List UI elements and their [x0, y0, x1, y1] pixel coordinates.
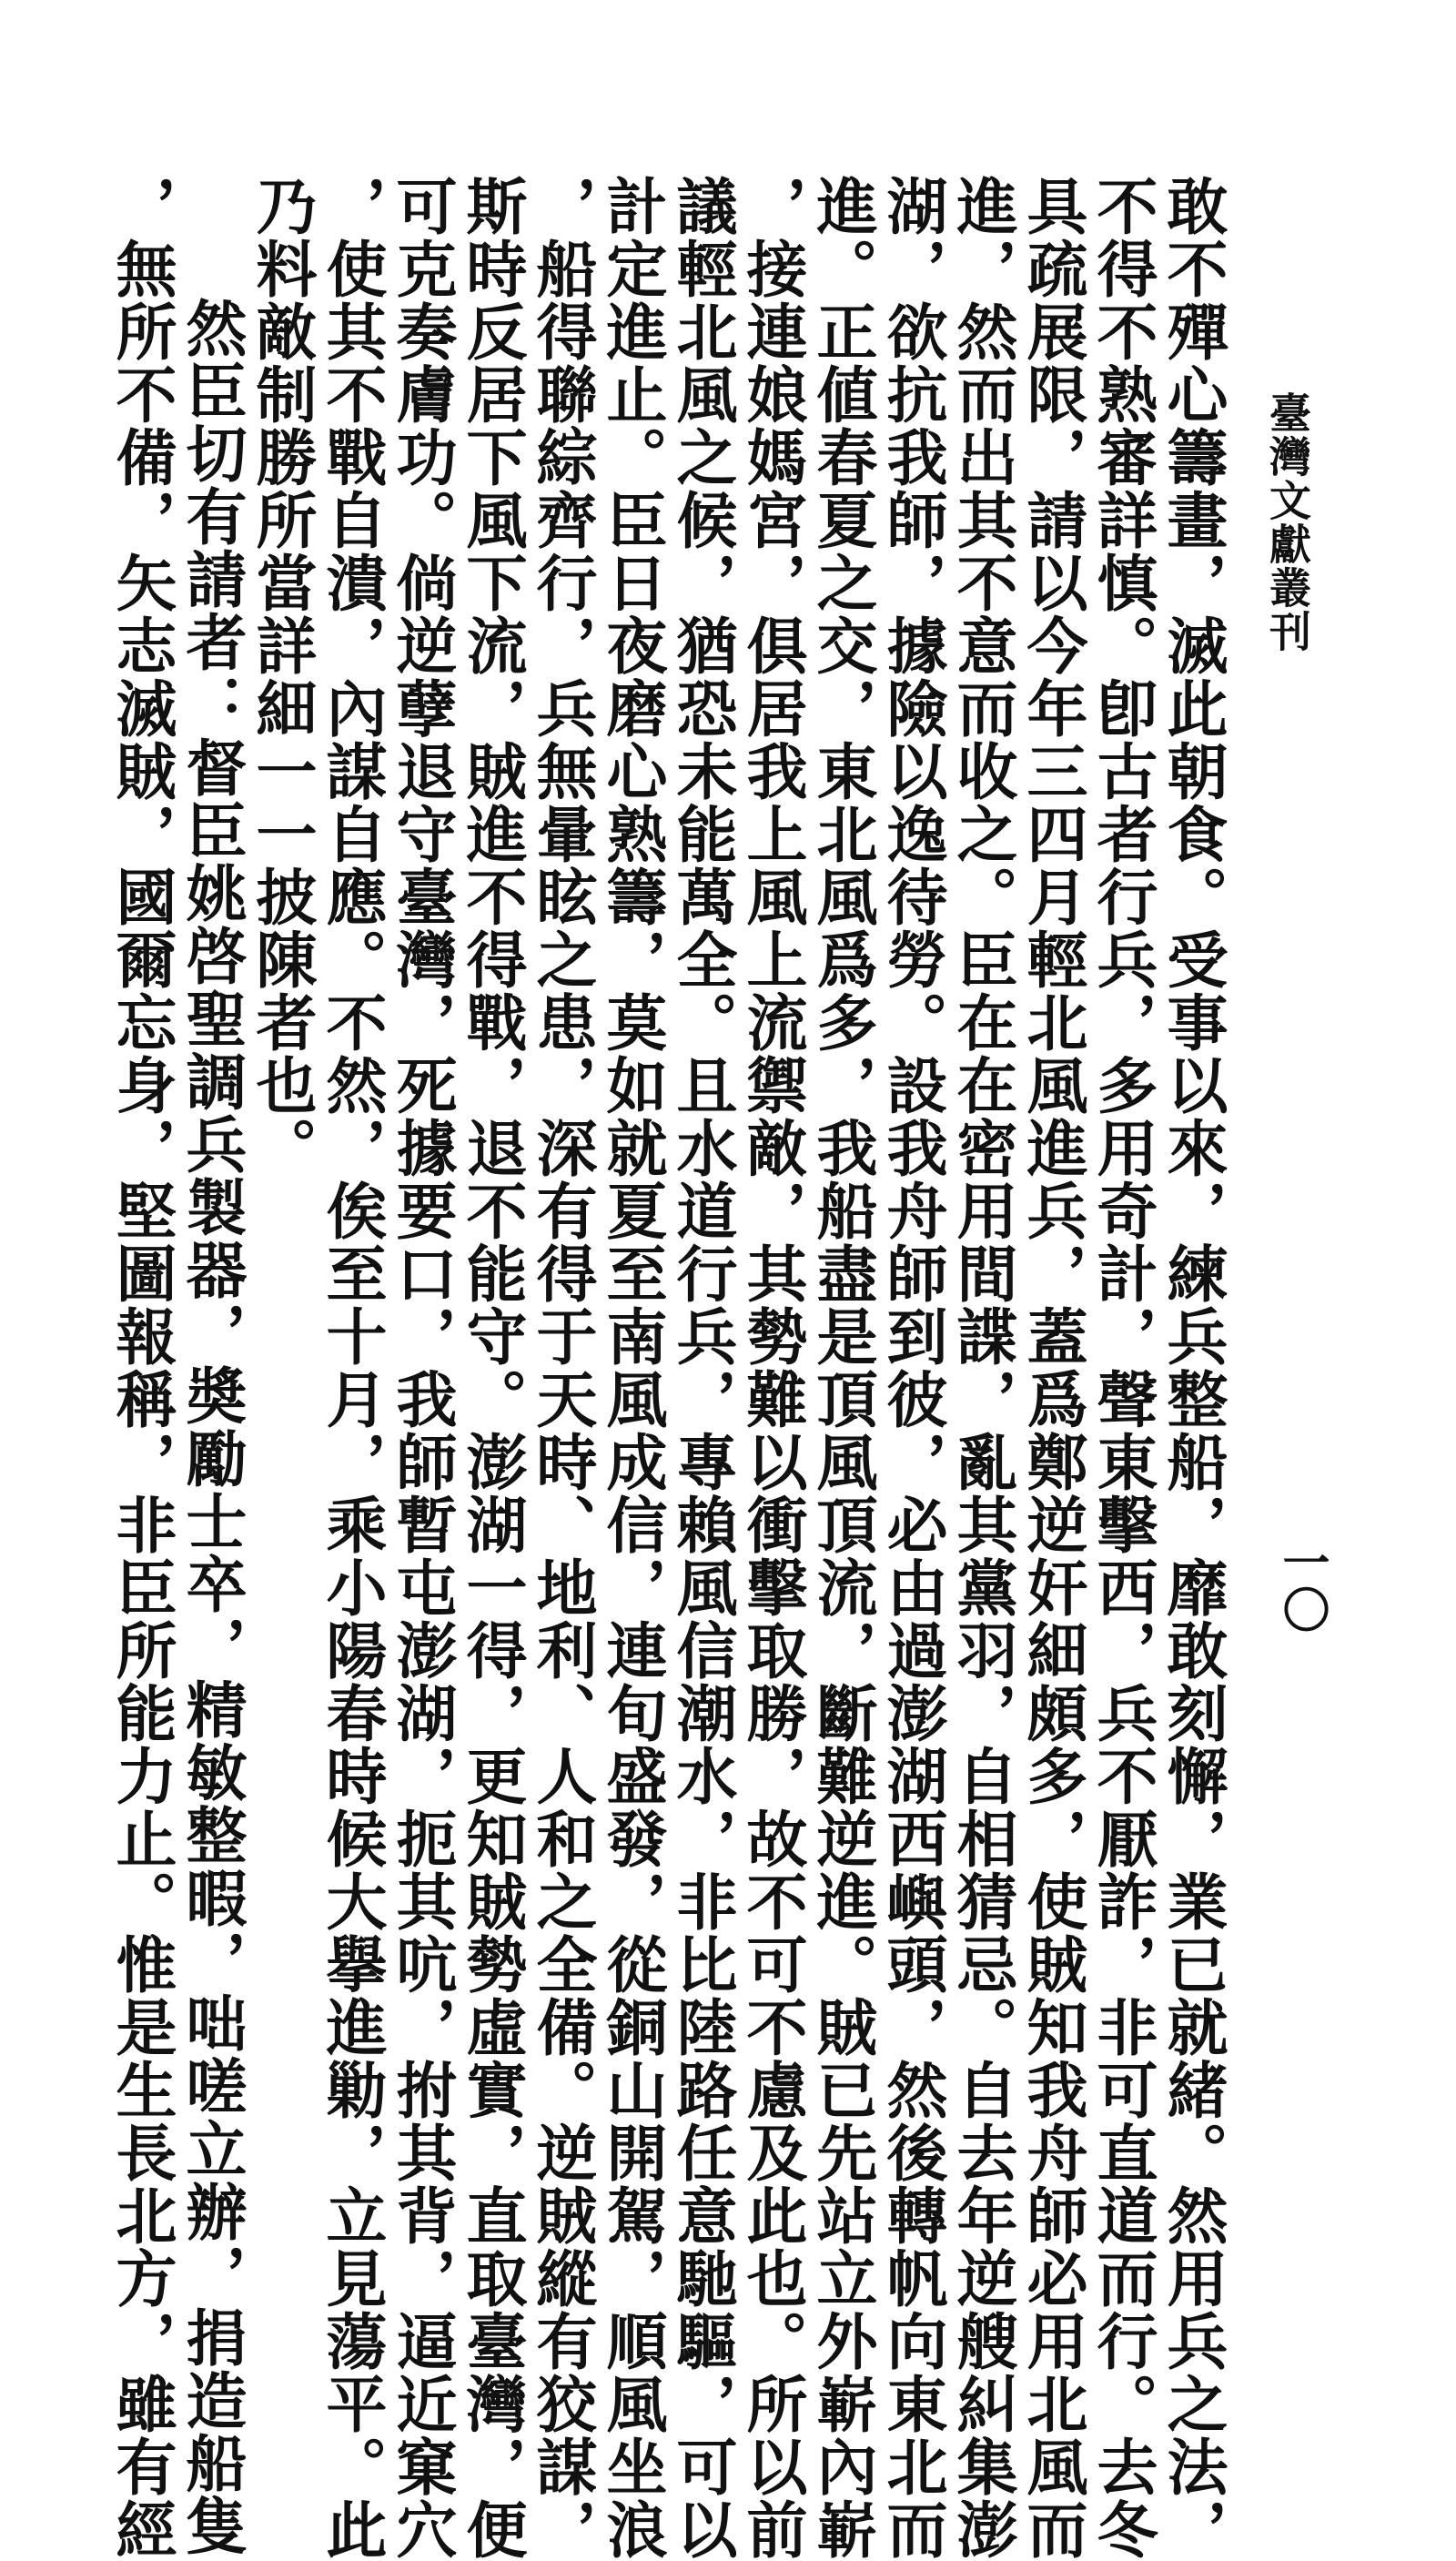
- text-column: 敢不殫心籌畫，滅此朝食。受事以來，練兵整船，靡敢刻懈，業已就緒。然用兵之法，: [1158, 175, 1229, 2561]
- text-column: 乃料敵制勝所當詳細一一披陳者也。: [247, 175, 318, 1179]
- text-column: ，無所不備，矢志滅賊，國爾忘身，堅圖報稱，非臣所能力止。惟是生長北方，雖有經: [106, 175, 178, 2561]
- text-column: 斯時反居下風下流，賊進不得戰，退不能守。澎湖一得，更知賊勢虛實，直取臺灣，便: [457, 175, 529, 2561]
- text-column: 進，然而出其不意而收之。臣在在密用間諜，亂其黨羽，自相猜忌。自去年逆艘糾集澎: [947, 175, 1019, 2561]
- text-column: 具疏展限，請以今年三四月輕北風進兵，蓋爲鄭逆奸細頗多，使賊知我舟師必用北風而: [1017, 175, 1089, 2561]
- text-column: 計定進止。臣日夜磨心熟籌，莫如就夏至南風成信，連旬盛發，從銅山開駕，順風坐浪: [597, 175, 669, 2561]
- text-column: 湖，欲抗我師，據險以逸待勞。設我舟師到彼，必由過澎湖西嶼頭，然後轉帆向東北而: [877, 175, 949, 2561]
- text-column: 不得不熟審詳慎。卽古者行兵，多用奇計，聲東擊西，兵不厭詐，非可直道而行。去冬: [1087, 175, 1159, 2561]
- running-header: 臺灣文獻叢刊: [1263, 391, 1312, 653]
- page-number: 一〇: [1274, 1538, 1330, 1633]
- text-column: ，船得聯綜齊行，兵無暈眩之患，深有得于天時、地利、人和之全備。逆賊縱有狡謀，: [527, 175, 599, 2561]
- text-column: 可克奏膚功。倘逆孽退守臺灣，死據要口，我師暫屯澎湖，扼其吭，拊其背，逼近窠穴: [387, 175, 459, 2561]
- text-column: 議輕北風之候，猶恐未能萬全。且水道行兵，專賴風信潮水，非比陸路任意馳驅，可以: [667, 175, 739, 2561]
- body-text: [106, 175, 1229, 2561]
- text-column: ，接連娘媽宮，俱居我上風上流禦敵，其勢難以衝擊取勝，故不可不慮及此也。所以前: [737, 175, 809, 2561]
- text-column: 進。正値春夏之交，東北風爲多，我船盡是頂風頂流，斷難逆進。賊已先站立外嶄內嶄: [807, 175, 879, 2561]
- text-column-paragraph-start: 然臣切有請者：督臣姚啓聖調兵製器，奬勵士卒，精敏整暇，咄嗟立辦，捐造船隻: [177, 297, 248, 2557]
- text-column: ，使其不戰自潰，內謀自應。不然，俟至十月，乘小陽春時候大擧進勦，立見蕩平。此: [317, 175, 389, 2561]
